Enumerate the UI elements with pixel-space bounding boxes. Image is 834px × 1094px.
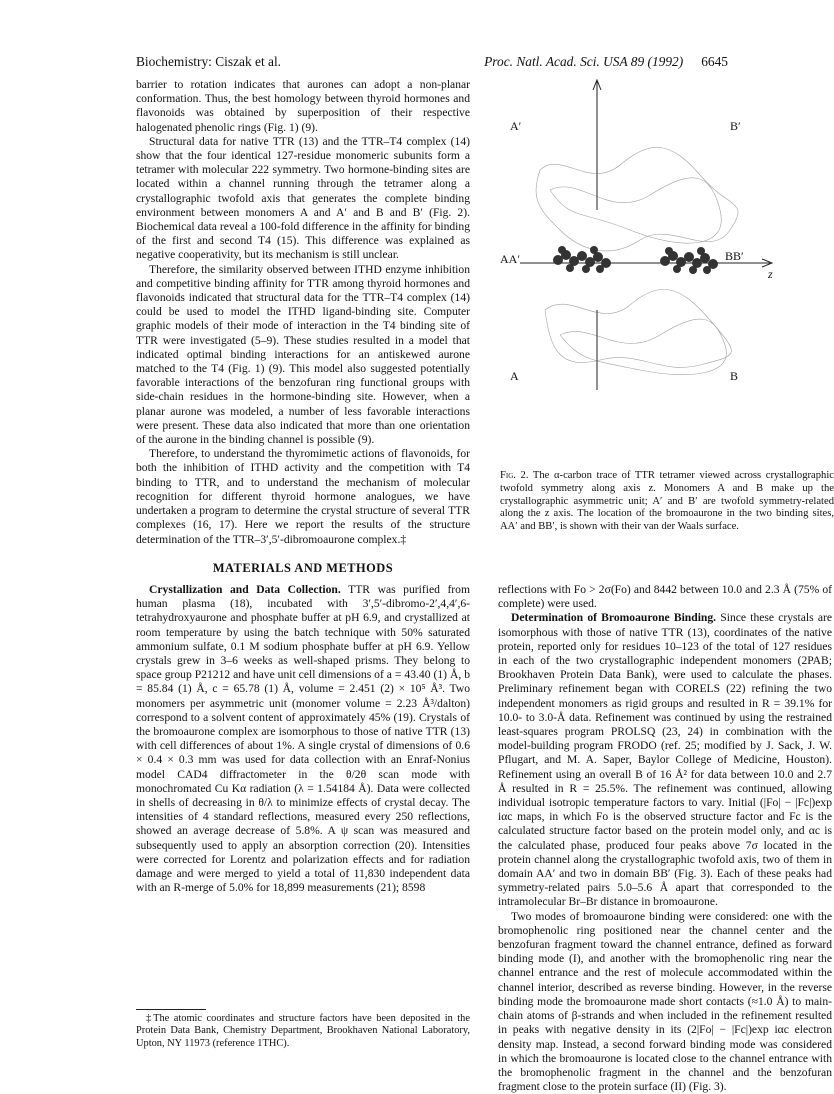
paragraph: Therefore, the similarity observed between ITHD enzyme inhibition and competitive binding affinity for TTR among thyroid hormones and flavonoids indicated that structural data for the TTR–T4 complex (14) could be used to model the ITHD ligand-binding site. Computer graphic models of their mode of interaction in the T4 binding site of TTR were investigated (5–9). These studies resulted in a model that indicated optimal binding interactions for an antiskewed aurone matched to the T4 (Fig. 1) (9). This model also suggested potentially favorable interactions of the benzofuran ring functional groups with side-chain residues in the hormone-binding site. However, when a planar aurone was modeled, a number of less favorable interactions were present. These data also indicated that more than one orientation of the aurone in the binding channel is possible (9). [136, 262, 470, 447]
left-column [136, 78, 470, 895]
section-heading: MATERIALS AND METHODS [212, 560, 394, 575]
paragraph: Therefore, to understand the thyromimetic actions of flavonoids, for both the inhibition of ITHD activity and the competition with T4 binding to TTR, and to understand the mechanism of molecular recognition for different thyroid hormone analogues, we have undertaken a program to determine the crystal structure of several TTR complexes (16, 17). Here we report the results of the structure determination of the TTR–3′,5′-dibromoaurone complex.‡ [136, 447, 470, 546]
paragraph: barrier to rotation indicates that aurones can adopt a non-planar conformation. Thus, the best homology between thyroid hormones and flavonoids was obtained by superposition of their respective halogenated phenolic rings (Fig. 1) (9). [136, 78, 470, 134]
paragraph-lead: Crystallization and Data Collection. [149, 582, 341, 596]
paragraph: reflections with Fo > 2σ(Fo) and 8442 between 10.0 and 2.3 Å (75% of complete) were used. [498, 583, 832, 611]
paragraph: Structural data for native TTR (13) and the TTR–T4 complex (14) show that the four identical 127-residue monomeric subunits form a tetramer with molecular 222 symmetry. Two hormone-binding sites are located within a channel running through the tetramer along a crystallographic twofold axis that generates the complete binding environment between monomers A and A′ and B and B′ (Fig. 2). Biochemical data reveal a 100-fold difference in the affinity for binding of the first and second T4 (15). This difference was explained as negative cooperativity, but its mechanism is still unclear. [136, 134, 470, 262]
paragraph: Two modes of bromoaurone binding were considered: one with the bromophenolic ring positioned near the channel center and the benzofuran fragment toward the channel entrance, defined as forward binding mode (I), and another with the bromophenolic ring near the channel entrance and the rest of molecule accommodated within the channel interior, described as reverse binding. However, in the reverse binding mode the bromoaurone made short contacts (≈1.0 Å) to main-chain atoms of β-strands and when included in the refinement resulted in peaks with negative density in its (2|Fo| − |Fc|)exp iαc electron density map. Instead, a second forward binding mode was considered in which the bromoaurone is located close to the channel entrance with the bromophenolic fragment in the channel and the benzofuran fragment close to the protein surface (II) (Fig. 3). [498, 909, 832, 1094]
paragraph-body: TTR was purified from human plasma (18), incubated with 3′,5′-dibromo-2′,4,4′,6-tetrahydroxyaurone and phosphate buffer at pH 6.9, and crystallized at room temperature by using the batch technique with 50% saturated ammonium sulfate, 0.1 M sodium phosphate buffer at pH 6.9. Yellow crystals grew in 3–6 weeks as well-shaped prisms. They belong to space group P21212 and have unit cell dimensions of a = 43.40 (1) Å, b = 85.84 (1) Å, c = 65.78 (1) Å, volume = 2.451 (2) × 10⁵ Å³. Two monomers per asymmetric unit (monomer volume = 2.23 Å³/dalton) correspond to a solvent content of approximately 45% (19). Crystals of the bromoaurone complex are isomorphous to those of native TTR (13) with cell differences of about 1%. A single crystal of dimensions of 0.6 × 0.4 × 0.3 mm was used for data collection with an Enraf-Nonius model CAD4 diffractometer in the θ/2θ scan mode with monochromated Cu Kα radiation (λ = 1.54184 Å). Data were collected in shells of decreasing in θ/λ to minimize effects of crystal decay. The intensities of 4 standard reflections, measured every 250 reflections, showed an average decrease of 5.8%. A ψ scan was measured and subsequently used to apply an absorption correction (20). Intensities were corrected for Lorentz and polarization effects and for radiation damage and were merged to yield a total of 11,830 independent data with an R-merge of 5.0% for 18,899 measurements (21); 8598 [136, 582, 470, 895]
paragraph-body: Since these crystals are isomorphous with those of native TTR (13), coordinates of the native protein, reported only for residues 10–123 of the total of 127 residues in each of the two crystallographic independent monomers (2PAB; Brookhaven Protein Data Bank), were used to calculate the phases. Preliminary refinement began with CORELS (22) refining the two independent monomers as rigid groups and resulted in R = 39.1% for 10.0- to 3.0-Å data. Refinement was continued by using the restrained least-squares program PROLSQ (23, 24) in combination with the model-building program FRODO (ref. 25; modified by J. Sack, J. W. Pflugart, and M. A. Saper, Baylor College of Medicine, Houston). Refinement using an overall B of 16 Å² for data between 10.0 and 2.7 Å resulted in R = 25.5%. The refinement was continued, allowing individual isotropic temperature factors to vary. Initial (|Fo| − |Fc|)exp iαc maps, in which Fo is the observed structure factor and Fc is the calculated structure factor based on the protein model only, and αc is the calculated phase, produced four peaks above 7σ located in the protein channel along the crystallographic twofold axis, two of them in domain AA′ and two in domain BB′ (Fig. 3). Each of these peaks had symmetry-related pairs 5.0–5.6 Å apart that corresponded to the intramolecular Br–Br distance in bromoaurone. [498, 611, 832, 909]
footnote: ‡The atomic coordinates and structure factors have been deposited in the Protein Data Bank, Chemistry Department, Brookhaven National Laboratory, Upton, NY 11973 (reference 1THC). [136, 1013, 470, 1049]
footnote-rule [136, 1009, 206, 1010]
label-a: A [510, 369, 519, 383]
figure-2-tetramer [500, 80, 834, 460]
right-column [498, 583, 832, 1094]
page-number: 6645 [701, 54, 728, 69]
label-b-prime: B′ [730, 119, 741, 133]
paragraph [498, 611, 832, 909]
label-bb-prime: BB′ [725, 249, 744, 263]
label-a-prime: A′ [510, 119, 522, 133]
caption-lead: Fig. 2. [500, 470, 529, 481]
paragraph [136, 583, 470, 895]
running-header-authors: Biochemistry: Ciszak et al. [136, 54, 282, 69]
label-z: z [768, 267, 773, 281]
figure-caption [500, 470, 834, 534]
bromoaurone-surface-aa [553, 246, 611, 273]
journal-citation: Proc. Natl. Acad. Sci. USA 89 (1992) [484, 54, 684, 69]
bromoaurone-surface-bb [660, 247, 718, 274]
label-aa-prime: AA′ [500, 252, 520, 266]
running-header-journal [484, 54, 728, 70]
label-b: B [730, 369, 739, 383]
caption-text: The α-carbon trace of TTR tetramer viewed across crystallographic twofold symmetry along axis z. Monomers A and B make up the crystallographic asymmetric unit; A′ and B′ are twofold symmetry-related along the z axis. The location of the bromoaurone in the two binding sites, AA′ and BB′, is shown with their van der Waals surface. [500, 470, 834, 533]
paragraph-lead: Determination of Bromoaurone Binding. [511, 611, 717, 625]
